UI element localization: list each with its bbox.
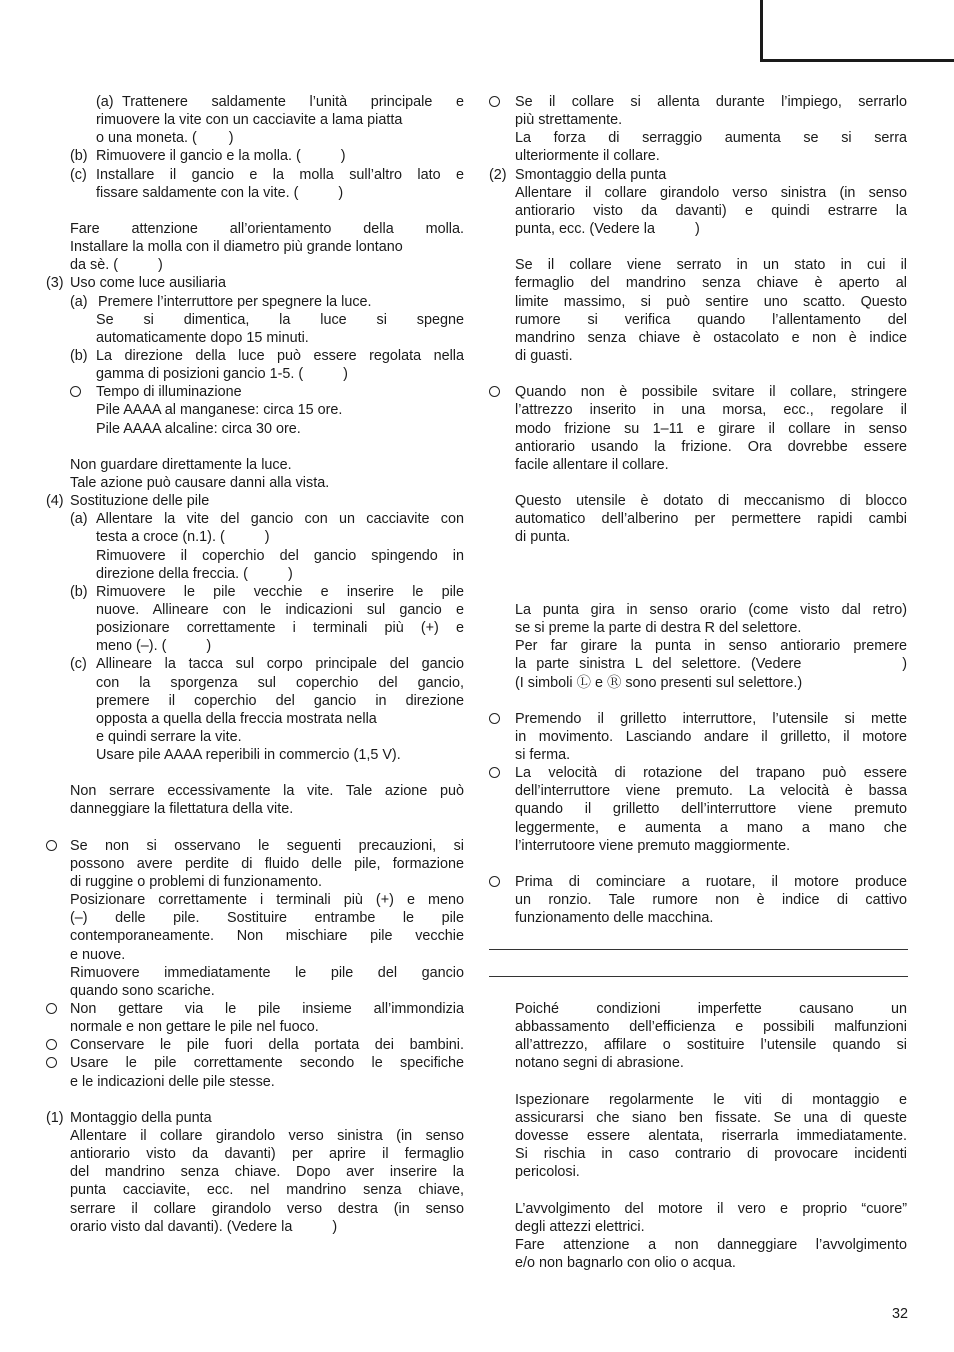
line-text: Non serrare eccessivamente la vite. Tale azione può: [70, 783, 464, 800]
text-line: [489, 655, 907, 673]
text-line: [46, 293, 464, 311]
line-text: Smontaggio della punta: [515, 166, 667, 183]
line-text: Installare la molla con il diametro più grande lontano: [70, 239, 403, 256]
text-line: [489, 1018, 907, 1036]
line-text: da sè. ( ): [70, 257, 163, 274]
item-label: (c): [70, 166, 87, 183]
text-line: [489, 492, 907, 510]
line-text: quando sono scariche.: [70, 982, 215, 999]
text-line: [489, 746, 907, 764]
text-line: [489, 510, 907, 528]
text-line: [489, 909, 907, 927]
item-label: (c): [70, 656, 87, 673]
text-line: [46, 674, 464, 692]
blank-line: [46, 438, 464, 456]
line-text: notano segni di abrasione.: [515, 1055, 684, 1072]
line-text: mandrino senza chiave è ostacolato e non è indice: [515, 329, 907, 346]
text-line: [46, 93, 464, 111]
text-line: [489, 420, 907, 438]
bullet-circle-icon: [489, 713, 500, 724]
line-text: di punta.: [515, 529, 571, 546]
text-line: [46, 1127, 464, 1145]
bullet-circle-icon: [46, 1039, 57, 1050]
text-line: [46, 220, 464, 238]
line-text: Sostituzione delle pile: [70, 493, 210, 510]
line-text: Allentare la vite del gancio con un cacciavite con: [96, 511, 464, 528]
text-line: [489, 1145, 907, 1163]
text-line: [46, 238, 464, 256]
blank-line: [489, 927, 907, 945]
blank-line: [489, 964, 907, 982]
line-text: Rimuovere le pile vecchie e inserire le pile: [96, 583, 464, 600]
blank-line: [489, 474, 907, 492]
line-text: pericolosi.: [515, 1164, 580, 1181]
line-text: Fare attenzione a non danneggiare l’avvolgimento: [515, 1236, 907, 1253]
line-text: testa a croce (n.1). ( ): [96, 529, 270, 546]
text-line: [46, 746, 464, 764]
line-text: Allineare la tacca sul corpo principale del gancio: [96, 656, 464, 673]
text-line: [489, 256, 907, 274]
line-text: nuove. Allineare con le indicazioni sul gancio e: [96, 601, 464, 618]
line-text: e quindi serrare la vite.: [96, 728, 242, 745]
line-text: Pile AAAA al manganese: circa 15 ore.: [96, 402, 343, 419]
text-line: [46, 855, 464, 873]
line-text: Tale azione può causare danni alla vista.: [70, 474, 330, 491]
line-text: Prima di cominciare a ruotare, il motore produce: [515, 874, 907, 891]
line-text: gamma di posizioni gancio 1-5. ( ): [96, 366, 348, 383]
blank-line: [489, 238, 907, 256]
item-label: (b): [70, 347, 88, 364]
text-line: [46, 637, 464, 655]
line-text: e nuove.: [70, 946, 126, 963]
text-line: [489, 293, 907, 311]
line-text: La velocità di rotazione del trapano può essere: [515, 765, 907, 782]
blank-line: [489, 583, 907, 601]
text-line: [46, 565, 464, 583]
text-line: [489, 819, 907, 837]
text-line: [46, 256, 464, 274]
line-text: (I simboli Ⓛ e Ⓡ sono presenti sul selettore.): [515, 674, 803, 691]
text-line: [489, 710, 907, 728]
blank-line: [489, 565, 907, 583]
bullet-circle-icon: [489, 386, 500, 397]
text-line: [489, 1036, 907, 1054]
blank-line: [489, 855, 907, 873]
bullet-circle-icon: [46, 1003, 57, 1014]
text-line: [46, 964, 464, 982]
text-line: [46, 982, 464, 1000]
text-line: [489, 782, 907, 800]
line-text: antiorario visto da davanti) per aprire il fermaglio: [70, 1146, 464, 1163]
line-text: Per far girare la punta in senso antiorario premere: [515, 638, 907, 655]
line-text: Non gettare via le pile insieme all’immondizia: [70, 1001, 464, 1018]
text-line: [46, 329, 464, 347]
text-line: [46, 401, 464, 419]
text-line: [489, 1091, 907, 1109]
line-text: quando il grilletto dell’interruttore viene premuto: [515, 801, 907, 818]
bullet-circle-icon: [489, 767, 500, 778]
bullet-circle-icon: [46, 1057, 57, 1068]
text-line: [46, 946, 464, 964]
blank-line: [489, 692, 907, 710]
blank-line: [489, 365, 907, 383]
text-line: [489, 891, 907, 909]
line-text: l’interrutoore viene premuto maggiormente.: [515, 837, 791, 854]
line-text: e le indicazioni delle pile stesse.: [70, 1073, 275, 1090]
line-text: automatico dell’alberino per permettere rapidi cambi: [515, 511, 907, 528]
line-text: antiorario usando la frizione. Ora dovrebbe essere: [515, 438, 907, 455]
line-text: o una moneta. ( ): [96, 130, 234, 147]
line-text: antiorario visto da davanti) e quindi estrarre la: [515, 202, 907, 219]
line-text: contemporaneamente. Non mischiare pile vecchie: [70, 928, 464, 945]
line-text: Uso come luce ausiliaria: [70, 275, 226, 292]
line-text: rumore si verifica quando l’allentamento del: [515, 311, 907, 328]
text-line: [489, 93, 907, 111]
line-text: Pile AAAA alcaline: circa 30 ore.: [96, 420, 301, 437]
text-line: [46, 728, 464, 746]
line-text: Rimuovere immediatamente le pile del gancio: [70, 964, 464, 981]
text-line: [489, 601, 907, 619]
blank-line: [489, 982, 907, 1000]
text-line: [489, 129, 907, 147]
text-line: [46, 800, 464, 818]
line-text: orario visto dal davanti). (Vedere la ): [70, 1218, 338, 1235]
text-line: [489, 619, 907, 637]
blank-line: [489, 547, 907, 565]
text-line: [46, 891, 464, 909]
text-line: [489, 347, 907, 365]
text-line: [489, 1218, 907, 1236]
text-line: [489, 1163, 907, 1181]
text-line: [46, 474, 464, 492]
text-line: [489, 1254, 907, 1272]
left-column: [46, 93, 464, 1236]
line-text: Posizionare correttamente i terminali più (+) e meno: [70, 892, 464, 909]
item-label: (2): [489, 166, 507, 183]
text-line: [46, 184, 464, 202]
line-text: di ruggine o problemi di funzionamento.: [70, 874, 322, 891]
item-label: (1): [46, 1109, 64, 1126]
text-line: [46, 692, 464, 710]
line-text: Usare pile AAAA reperibili in commercio (1,5 V).: [96, 747, 401, 764]
line-text: Se il collare viene serrato in un stato in cui il: [515, 257, 907, 274]
line-text: La punta gira in senso orario (come visto dal retro): [515, 601, 907, 618]
text-line: [46, 1073, 464, 1091]
item-label: (a): [70, 511, 88, 528]
blank-line: [46, 202, 464, 220]
text-line: [489, 184, 907, 202]
line-text: in movimento. Lasciando andare il grilletto, il motore: [515, 728, 907, 745]
line-text: danneggiare la filettatura della vite.: [70, 801, 294, 818]
text-line: [489, 1000, 907, 1018]
line-text: dell’interruttore viene premuto. La velocità è bassa: [515, 783, 907, 800]
text-line: [46, 492, 464, 510]
text-line: [46, 347, 464, 365]
text-line: [46, 129, 464, 147]
line-text: rimuovere la vite con un cacciavite a lama piatta: [96, 112, 403, 129]
line-text: normale e non gettare le pile nel fuoco.: [70, 1019, 319, 1036]
line-text: meno (–). ( ): [96, 638, 212, 655]
line-text: l’attrezzo inserito in una morsa, ecc., regolare il: [515, 402, 907, 419]
text-line: [489, 728, 907, 746]
text-line: [489, 837, 907, 855]
line-text: posizionare correttamente i terminali più (+) e: [96, 620, 464, 637]
item-label: (b): [70, 148, 88, 165]
text-line: [46, 311, 464, 329]
right-column: [489, 93, 907, 1272]
line-text: Tempo di illuminazione: [96, 384, 242, 401]
text-line: [46, 1218, 464, 1236]
line-text: un ronzio. Tale rumore non è indice di cattivo: [515, 892, 907, 909]
text-line: [489, 1127, 907, 1145]
line-text: La forza di serraggio aumenta se si serra: [515, 130, 907, 147]
item-label: (3): [46, 275, 64, 292]
text-line: [46, 274, 464, 292]
text-line: [489, 800, 907, 818]
text-line: [46, 927, 464, 945]
bullet-circle-icon: [489, 96, 500, 107]
line-text: e/o non bagnarlo con olio o acqua.: [515, 1255, 736, 1271]
line-text: degli attezzi elettrici.: [515, 1218, 645, 1235]
line-text: leggermente, e aumenta a mano a mano che: [515, 819, 907, 836]
text-line: [46, 601, 464, 619]
line-text: Poiché condizioni imperfette causano un: [515, 1001, 907, 1018]
text-line: [46, 1036, 464, 1054]
line-text: fissare saldamente con la vite. ( ): [96, 184, 344, 201]
blank-line: [489, 1073, 907, 1091]
text-line: [489, 220, 907, 238]
text-line: [46, 873, 464, 891]
text-line: [46, 909, 464, 927]
text-line: [46, 547, 464, 565]
text-line: [489, 329, 907, 347]
bullet-circle-icon: [46, 840, 57, 851]
line-text: Allentare il collare girandolo verso sinistra (in senso: [515, 184, 907, 201]
line-text: Si rischia in caso contrario di provocare incidenti: [515, 1146, 907, 1163]
item-label: (a): [96, 94, 114, 110]
blank-line: [489, 1181, 907, 1199]
line-text: Montaggio della punta: [70, 1109, 212, 1126]
line-text: opposta a quella della freccia mostrata nella: [96, 710, 377, 727]
text-line: [46, 1000, 464, 1018]
line-text: di guasti.: [515, 347, 573, 364]
line-text: assicurarsi che siano ben fissate. Se una di queste: [515, 1109, 907, 1126]
text-line: [46, 510, 464, 528]
text-line: [489, 202, 907, 220]
line-text: più strettamente.: [515, 112, 623, 129]
line-text: modo frizione su 1–11 e girare il collare in senso: [515, 420, 907, 437]
line-text: punta cacciavite, ecc. nel mandrino senza chiave,: [70, 1182, 464, 1199]
text-line: [489, 528, 907, 546]
text-line: [489, 1200, 907, 1218]
text-line: [46, 1054, 464, 1072]
section-rule-bottom: [489, 976, 908, 977]
text-line: [489, 311, 907, 329]
line-text: Premere l’interruttore per spegnere la luce.: [98, 293, 372, 310]
line-text: Quando non è possibile svitare il collare, stringere: [515, 384, 907, 401]
blank-line: [46, 819, 464, 837]
line-text: L’avvolgimento del motore il vero e proprio “cuore”: [515, 1200, 907, 1217]
text-line: [46, 1018, 464, 1036]
text-line: [46, 837, 464, 855]
line-text: Installare il gancio e la molla sull’altro lato e: [96, 166, 464, 183]
text-line: [46, 111, 464, 129]
text-line: [489, 674, 907, 692]
line-text: premere il coperchio del gancio in direzione: [96, 692, 464, 709]
line-text: del mandrino senza chiave. Dopo aver inserire la: [70, 1164, 464, 1181]
line-text: direzione della freccia. ( ): [96, 565, 293, 582]
blank-line: [46, 764, 464, 782]
text-line: [489, 401, 907, 419]
line-text: Rimuovere il gancio e la molla. ( ): [96, 148, 346, 165]
line-text: Fare attenzione all’orientamento della molla.: [70, 220, 464, 237]
line-text: si ferma.: [515, 747, 571, 764]
text-line: [46, 1163, 464, 1181]
line-text: se si preme la parte di destra R del selettore.: [515, 620, 802, 637]
blank-line: [46, 1091, 464, 1109]
line-text: automaticamente dopo 15 minuti.: [96, 329, 309, 346]
line-text: Rimuovere il coperchio del gancio spingendo in: [96, 547, 464, 564]
text-line: [489, 111, 907, 129]
line-text: Conservare le pile fuori della portata dei bambini.: [70, 1037, 464, 1054]
line-text: Trattenere saldamente l’unità principale e: [122, 94, 464, 110]
item-label: (b): [70, 583, 88, 600]
line-text: (–) delle pile. Sostituire entrambe le pile: [70, 910, 464, 927]
page-corner-tab: [760, 0, 954, 62]
line-text: possono avere perdite di fluido delle pile, formazione: [70, 855, 464, 872]
line-text: facile allentare il collare.: [515, 456, 669, 473]
text-line: [489, 166, 907, 184]
text-line: [46, 383, 464, 401]
line-text: dovesse essere alentata, riserrarla immediatamente.: [515, 1128, 907, 1145]
line-text: Non guardare direttamente la luce.: [70, 456, 292, 473]
text-line: [46, 1181, 464, 1199]
text-line: [489, 383, 907, 401]
line-text: ulteriormente il collare.: [515, 148, 660, 165]
line-text: La direzione della luce può essere regolata nella: [96, 347, 464, 364]
line-text: Se non si osservano le seguenti precauzioni, si: [70, 837, 464, 854]
text-line: [489, 637, 907, 655]
line-text: punta, ecc. (Vedere la ): [515, 220, 700, 237]
text-line: [46, 655, 464, 673]
text-line: [46, 1200, 464, 1218]
item-label: (4): [46, 493, 64, 510]
text-line: [46, 147, 464, 165]
line-text: Usare le pile correttamente secondo le specifiche: [70, 1055, 464, 1072]
line-text: Se il collare si allenta durante l’impiego, serrarlo: [515, 94, 907, 110]
line-text: con la sporgenza sul coperchio del gancio,: [96, 674, 464, 691]
text-line: [489, 274, 907, 292]
line-text: Ispezionare regolarmente le viti di montaggio e: [515, 1091, 907, 1108]
line-text: funzionamento delle macchina.: [515, 910, 714, 927]
bullet-circle-icon: [70, 386, 81, 397]
text-line: [489, 1109, 907, 1127]
text-line: [46, 619, 464, 637]
text-line: [46, 1145, 464, 1163]
line-text: la parte sinistra L del selettore. (Vedere ): [515, 656, 907, 673]
line-text: Premendo il grilletto interruttore, l’utensile si mette: [515, 710, 907, 727]
text-line: [46, 782, 464, 800]
text-line: [489, 147, 907, 165]
text-line: [46, 710, 464, 728]
line-text: Se si dimentica, la luce si spegne: [96, 311, 464, 328]
text-line: [46, 365, 464, 383]
text-line: [46, 420, 464, 438]
text-line: [489, 1236, 907, 1254]
section-rule-top: [489, 949, 908, 950]
text-line: [489, 1054, 907, 1072]
text-line: [46, 583, 464, 601]
line-text: fermaglio del mandrino senza chiave è aperto al: [515, 275, 907, 292]
text-line: [489, 873, 907, 891]
bullet-circle-icon: [489, 876, 500, 887]
page-number: 32: [891, 1306, 908, 1322]
line-text: Questo utensile è dotato di meccanismo di blocco: [515, 493, 907, 510]
line-text: abbassamento dell’efficienza e possibili malfunzioni: [515, 1019, 907, 1036]
item-label: (a): [70, 293, 88, 310]
line-text: limite massimo, si può sentire uno scatto. Questo: [515, 293, 907, 310]
text-line: [46, 166, 464, 184]
line-text: all’attrezzo, affilare o sostituire l’utensile quando si: [515, 1037, 907, 1054]
text-line: [46, 528, 464, 546]
text-line: [489, 456, 907, 474]
line-text: serrare il collare girandolo verso destra (in senso: [70, 1200, 464, 1217]
line-text: Allentare il collare girandolo verso sinistra (in senso: [70, 1128, 464, 1145]
text-line: [489, 764, 907, 782]
text-line: [489, 438, 907, 456]
text-line: [46, 1109, 464, 1127]
text-line: [46, 456, 464, 474]
